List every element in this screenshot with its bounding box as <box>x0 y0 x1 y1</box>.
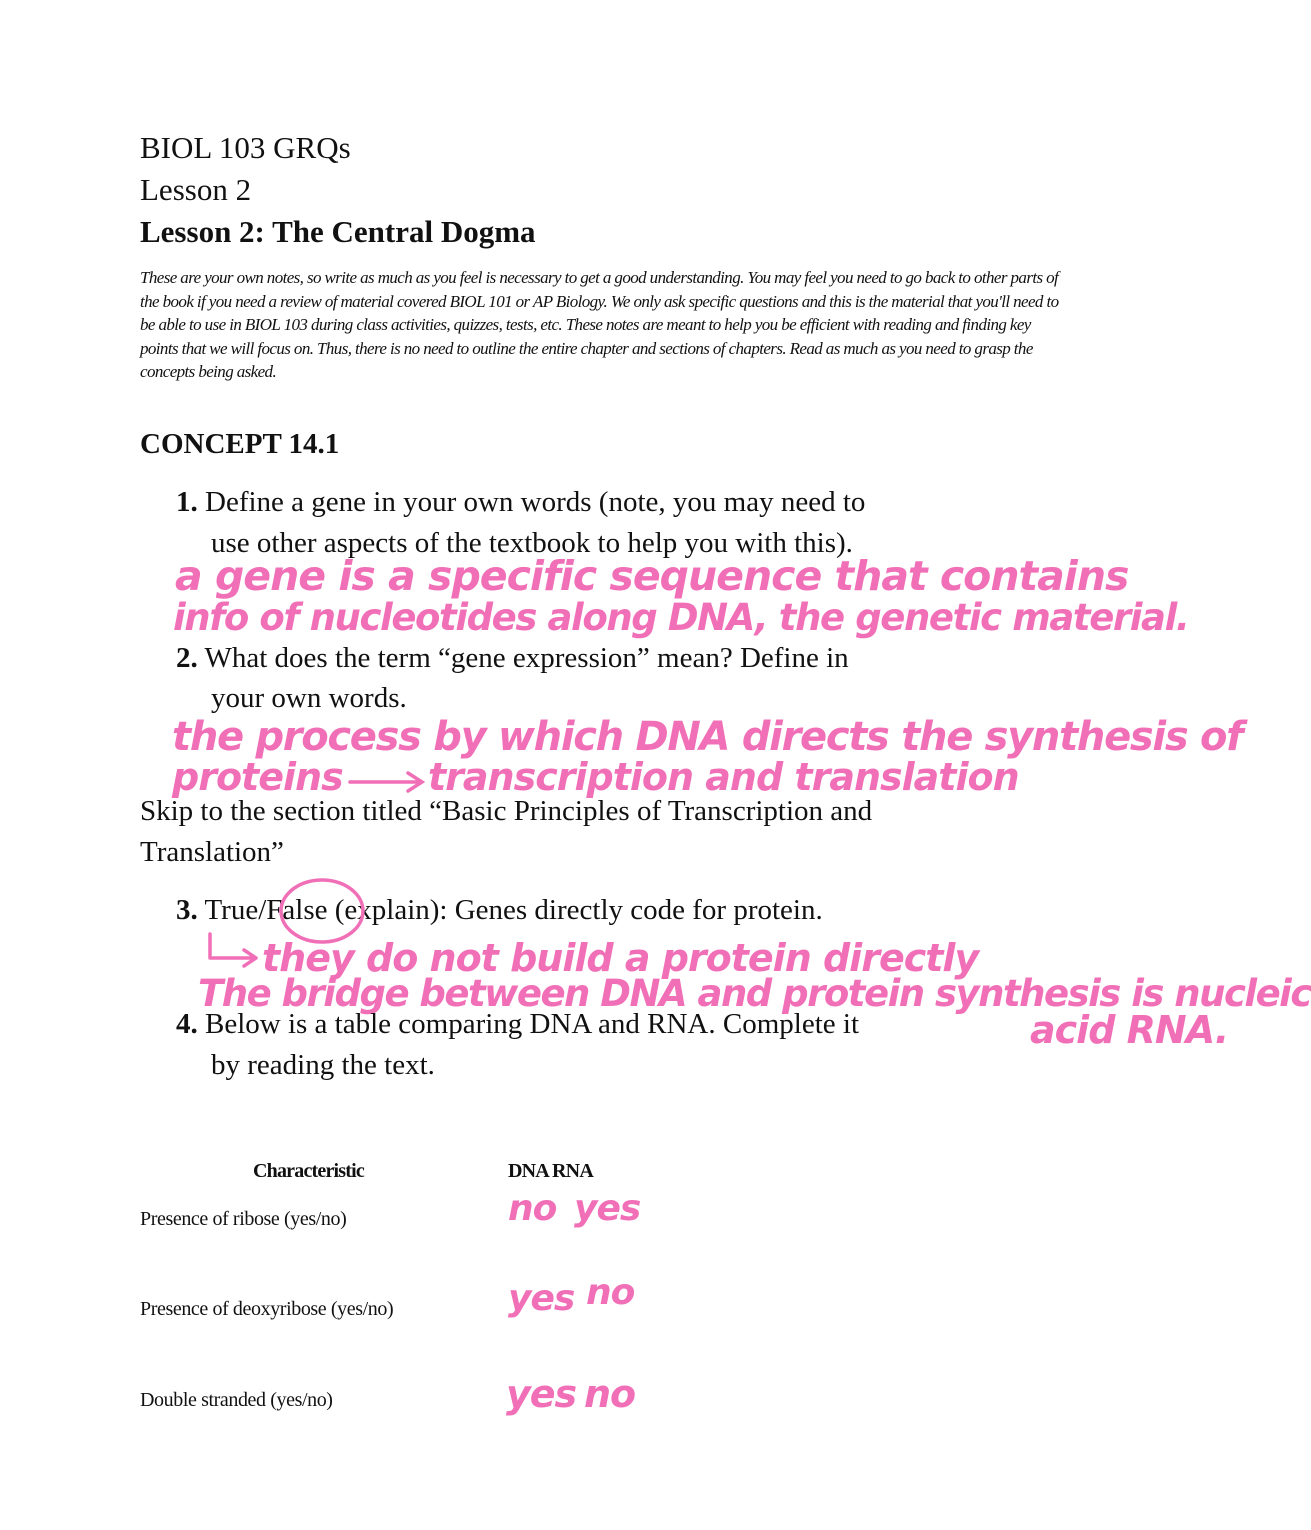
table-header-characteristic: Characteristic <box>253 1160 364 1182</box>
lesson-number: Lesson 2 <box>140 172 252 207</box>
handwritten-arrow-icon <box>204 930 264 974</box>
concept-heading: CONCEPT 14.1 <box>140 428 340 460</box>
handwritten-answer-2c: transcription and translation <box>428 755 1019 799</box>
option-true: True/ <box>204 894 267 926</box>
table-row-label: Presence of ribose (yes/no) <box>140 1208 347 1230</box>
question-2 <box>176 642 849 675</box>
intro-instructions: These are your own notes, so write as much as you feel is necessary to get a good understanding. You may feel you need to go back to other parts of the book if you need a review of material covered BIOL 101 or AP Biology. We only ask specific questions and this is the material that you'll need to be able to use in BIOL 103 during class activities, quizzes, tests, etc. These notes are meant to help you be efficient with reading and finding key points that we will focus on. Thus, there is no need to outline the entire chapter and sections of chapters. Read as much as you need to grasp the concepts being asked. <box>140 268 1059 382</box>
question-2-line2: your own words. <box>211 682 407 714</box>
handwritten-rna-value: no <box>584 1372 636 1416</box>
question-1-line2: use other aspects of the textbook to help you with this). <box>211 527 853 559</box>
question-4-line2: by reading the text. <box>211 1049 435 1081</box>
handwritten-answer-2b: proteins <box>172 755 343 799</box>
handwritten-rna-value: no <box>586 1272 635 1313</box>
table-row-label: Presence of deoxyribose (yes/no) <box>140 1298 394 1320</box>
question-4 <box>176 1008 859 1041</box>
question-text: Define a gene in your own words (note, you may need to <box>205 486 866 518</box>
skip-instruction-line2: Translation” <box>140 836 284 868</box>
question-1 <box>176 486 865 519</box>
handwritten-answer-1a: a gene is a specific sequence that contains <box>175 552 1129 600</box>
course-code: BIOL 103 GRQs <box>140 130 351 165</box>
question-number: 1. <box>176 486 198 518</box>
question-number: 2. <box>176 642 198 674</box>
table-header-dna-rna: DNA RNA <box>508 1160 593 1182</box>
handwritten-answer-3c: acid RNA. <box>1030 1008 1229 1052</box>
handwritten-rna-value: yes <box>574 1188 641 1229</box>
skip-instruction: Skip to the section titled “Basic Principles of Transcription and <box>140 795 873 827</box>
table-row-label: Double stranded (yes/no) <box>140 1389 333 1411</box>
handwritten-dna-value: no <box>508 1188 557 1229</box>
handwritten-answer-3b: The bridge between DNA and protein synthesis is nucleic <box>198 972 1311 1015</box>
question-text: What does the term “gene expression” mean? Define in <box>204 642 849 674</box>
page-title: Lesson 2: The Central Dogma <box>140 214 536 249</box>
handwritten-answer-2a: the process by which DNA directs the synthesis of <box>172 714 1243 760</box>
handwritten-answer-1b: info of nucleotides along DNA, the genetic material. <box>173 596 1189 639</box>
question-3 <box>176 894 823 927</box>
question-text: Below is a table comparing DNA and RNA. Complete it <box>205 1008 860 1040</box>
option-false: False <box>266 894 328 926</box>
question-text: (explain): Genes directly code for protein. <box>327 894 823 926</box>
handwritten-dna-value: yes <box>508 1278 575 1319</box>
handwritten-answer-3a: they do not build a protein directly <box>262 936 979 980</box>
handwritten-arrow-icon <box>348 766 428 796</box>
question-number: 3. <box>176 894 198 926</box>
question-number: 4. <box>176 1008 198 1040</box>
handwritten-dna-value: yes <box>506 1372 577 1416</box>
